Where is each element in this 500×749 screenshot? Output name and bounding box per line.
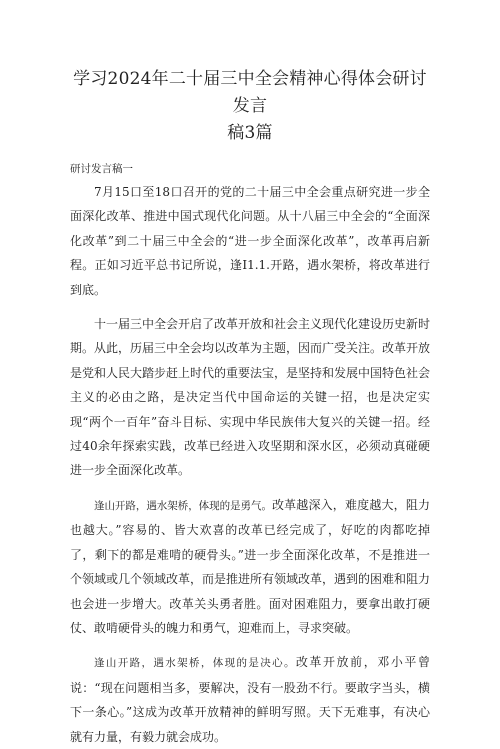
paragraph-1 [70,180,430,302]
paragraph-4-text: 改革开放前，邓小平曾说：“现在问题相当多，要解决，没有一股劲不行。要敢字当头，横下一条心。”这成为改革开放精神的鲜明写照。天下无难事，有决心就有力量，有毅力就会成功。 [70,655,430,744]
paragraph-3 [70,493,430,640]
section-subheading: 研讨发言稿一 [70,163,133,175]
paragraph-4 [70,650,430,749]
paragraph-2-text: 十一届三中全会开启了改革开放和社会主义现代化建设历史新时期。从此，历届三中全会均以改革为主题，因而广受关注。改革开放是党和人民大踏步赶上时代的重要法宝，是坚持和发展中国特色社会主义的必由之路，是决定当代中国命运的关键一招，也是决定实现“两个一百年”奋斗目标、实现中华民族伟大复兴的关键一招。经过40余年探索实践，改革已经进入攻坚期和深水区，必须动真碰硬进一步全面深化改革。 [70,317,431,478]
paragraph-1-text: 7月15口至18口召开的党的二十届三中全会重点研究进一步全面深化改革、推进中国式现代化问题。从十八届三中全会的“全面深化改革”到二十届三中全会的“进一步全面深化改革”，改革再启新程。正如习近平总书记所说，逢I1.1.开路，遇水架桥，将改革进行到底。 [70,185,430,297]
title-line-2: 稿3篇 [227,123,273,143]
paragraph-2 [70,312,430,483]
paragraph-3-lead: 逢山开路，遇水架桥，体现的是勇气。 [94,499,272,512]
paragraph-3-text: 改革越深入，难度越大，阻力也越大。”容易的、皆大欢喜的改革已经完成了，好吃的肉都吃掉了，剩下的都是难啃的硬骨头。”进一步全面深化改革，不是推进一个领域或几个领域改革，而是推进所有领域改革，遇到的困难和阻力也会进一步增大。改革关头勇者胜。面对困难阻力，要拿出敢打硬仗、敢啃硬骨头的魄力和勇气，迎难而上，寻求突破。 [70,497,431,635]
document-title [70,66,430,147]
paragraph-4-lead: 逢山开路，遇水架桥，体现的是决心。 [94,657,296,670]
title-line-1: 学习2024年二十届三中全会精神心得体会研讨发言 [73,69,427,116]
